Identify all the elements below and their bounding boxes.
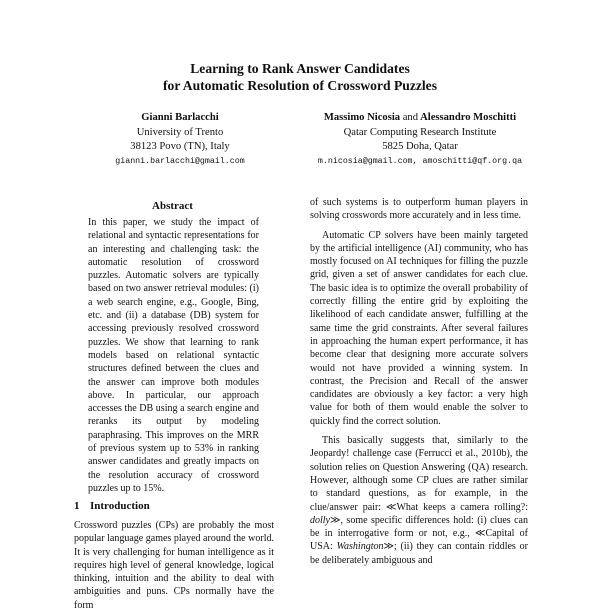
author-address: 5825 Doha, Qatar: [382, 141, 458, 152]
author-names: [270, 111, 570, 126]
paragraph-qa-part-2: ≫, some specific differences hold: (i) clues can be in interrogative form or not, e.g., ≪Capital of USA:: [310, 514, 528, 553]
paragraph-qa-part-1: This basically suggests that, similarly to the Jeopardy! challenge case (Ferrucci et al., 2010b), the solution relies on Question Answering (QA) research. However, although some CP clues are rather similar to standard questions, as for example, in the clue/answer pair: ≪What keeps a camera rolling?:: [310, 435, 528, 513]
paragraph-qa: [310, 434, 528, 567]
paper-title: [0, 60, 600, 94]
abstract-text: In this paper, we study the impact of relational and syntactic representations for an interesting and challenging task: the automatic resolution of crossword puzzles. Automatic solvers are typically based on two answer retrieval modules: (i) a web search engine, e.g., Google, Bing, etc. and (ii) a database (DB) system for accessing previously resolved crossword puzzles. We show that learning to rank models based on relational syntactic structures defined between the clues and the answer can improve both modules above. In particular, our approach accesses the DB using a search engine and reranks its output by modeling paraphrasing. This improves on the MRR of previous system up to 53% in ranking answer candidates and greatly impacts on the resolution accuracy of crossword puzzles up to 15%.: [88, 217, 259, 494]
title-line-1: Learning to Rank Answer Candidates: [190, 61, 410, 76]
example-answer-washington: Washington: [336, 541, 384, 553]
author-affiliation: Qatar Computing Research Institute: [343, 126, 497, 138]
author-email: m.nicosia@gmail.com, amoschitti@qf.org.qa: [317, 156, 523, 166]
author-email: gianni.barlacchi@gmail.com: [115, 156, 245, 166]
paragraph-continued: of such systems is to outperform human players in solving crosswords more accurately and in less time.: [310, 197, 528, 222]
title-line-2: for Automatic Resolution of Crossword Puzzles: [163, 78, 437, 93]
paragraph-qa-part-3: ≫; (ii) they can contain riddles or be deliberately ambiguous and: [310, 541, 528, 566]
example-answer-dolly: dolly: [310, 514, 330, 526]
author-block-left: [60, 111, 300, 169]
section-number: 1: [74, 500, 80, 512]
paragraph-solvers: Automatic CP solvers have been mainly targeted by the artificial intelligence (AI) community, who has mostly focused on AI techniques for filling the puzzle grid, given a set of answer candidates for each clue. The basic idea is to optimize the overall probability of correctly filling the entire grid by exploiting the likelihood of each candidate answer, fulfilling at the same time the grid constraints. After several failures in approaching the human expert performance, it has become clear that designing more accurate solvers would not have provided a winning system. In contrast, the Precision and Recall of the answer candidates are obviously a key factor: a very high value for both of them would enable the solver to quickly find the correct solution.: [310, 229, 528, 427]
section-heading-introduction: [74, 500, 274, 512]
author-block-right: [270, 111, 570, 169]
author-address: 38123 Povo (TN), Italy: [130, 141, 230, 152]
author-name-2: Alessandro Moschitti: [420, 112, 517, 123]
abstract-heading: Abstract: [152, 200, 193, 212]
author-name: Gianni Barlacchi: [141, 112, 219, 123]
introduction-text: Crossword puzzles (CPs) are probably the most popular language games played around the world. It is very challenging for human intelligence as it requires high level of general knowledge, logical thinking, intuition and the ability to deal with ambiguities and puns. CPs normally have the form: [74, 520, 274, 611]
author-and: and: [402, 112, 419, 123]
author-affiliation: University of Trento: [136, 126, 224, 138]
section-title: Introduction: [90, 500, 150, 512]
right-column: [310, 196, 528, 573]
author-name-1: Massimo Nicosia: [323, 112, 401, 123]
